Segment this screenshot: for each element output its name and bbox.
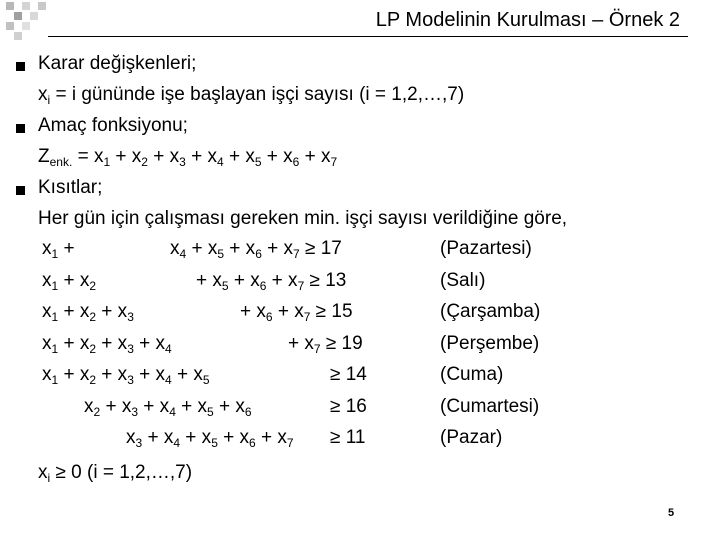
constraint-left-terms: $x_1$ + <box>42 238 75 261</box>
constraint-right-terms: ≥ 14 <box>330 364 367 385</box>
constraint-left-terms: $x_1 + x_2 + x_3 + x_4$ <box>42 332 172 356</box>
decision-variable-definition: $x_i = i$ gününde işe başlayan işçi sayısı (i = 1,2,…,7) <box>38 84 465 107</box>
constraint-right-terms: ≥ 16 <box>330 395 367 417</box>
nonnegativity-constraint: $x_i \ge 0$ (i = 1,2,…,7) <box>38 462 193 485</box>
title-divider <box>48 36 688 37</box>
constraint-day-label: (Cuma) <box>440 364 504 385</box>
constraint-day-label: (Perşembe) <box>440 332 540 354</box>
constraint-left-terms: $x_1 + x_2 + x_3 + x_4 + x_5$ <box>42 364 210 387</box>
constraint-left-terms: $x_1 + x_2 + x_3$ <box>42 301 134 324</box>
heading-objective: Amaç fonksiyonu; <box>38 115 188 136</box>
constraint-right-terms: + $x_6 + x_7 \ge 15$ <box>240 301 353 324</box>
constraint-right-terms: $x_4 + x_5 + x_6 + x_7 \ge 17$ <box>170 238 342 261</box>
slide-title: LP Modelinin Kurulması – Örnek 2 <box>375 9 680 31</box>
constraint-day-label: (Pazartesi) <box>440 238 532 259</box>
constraint-day-label: (Çarşamba) <box>440 301 541 322</box>
decorative-squares <box>0 0 60 44</box>
constraint-day-label: (Pazar) <box>440 427 503 448</box>
constraint-left-terms: $x_2 + x_3 + x_4 + x_5 + x_6$ <box>84 395 252 419</box>
constraints-intro: Her gün için çalışması gereken min. işçi sayısı verildiğine göre, <box>38 208 568 229</box>
bullet-marker <box>16 186 25 195</box>
page-number: 5 <box>668 507 675 519</box>
objective-function: $Z_{enk.} = x_1 + x_2 + x_3 + x_4 + x_5 + x_6 + x_7$ <box>38 146 338 169</box>
heading-constraints: Kısıtlar; <box>38 177 103 198</box>
bullet-marker <box>16 124 25 133</box>
heading-decision-variables: Karar değişkenleri; <box>38 53 197 74</box>
constraint-right-terms: + $x_7 \ge 19$ <box>288 332 363 356</box>
constraint-right-terms: + $x_5 + x_6 + x_7 \ge 13$ <box>196 269 347 293</box>
constraint-left-terms: $x_3 + x_4 + x_5 + x_6 + x_7$ <box>126 427 294 450</box>
constraint-right-terms: ≥ 11 <box>330 427 366 448</box>
constraint-left-terms: $x_1 + x_2$ <box>42 269 97 293</box>
bullet-marker <box>16 62 25 71</box>
constraint-day-label: (Cumartesi) <box>440 395 540 417</box>
constraint-day-label: (Salı) <box>440 269 486 291</box>
